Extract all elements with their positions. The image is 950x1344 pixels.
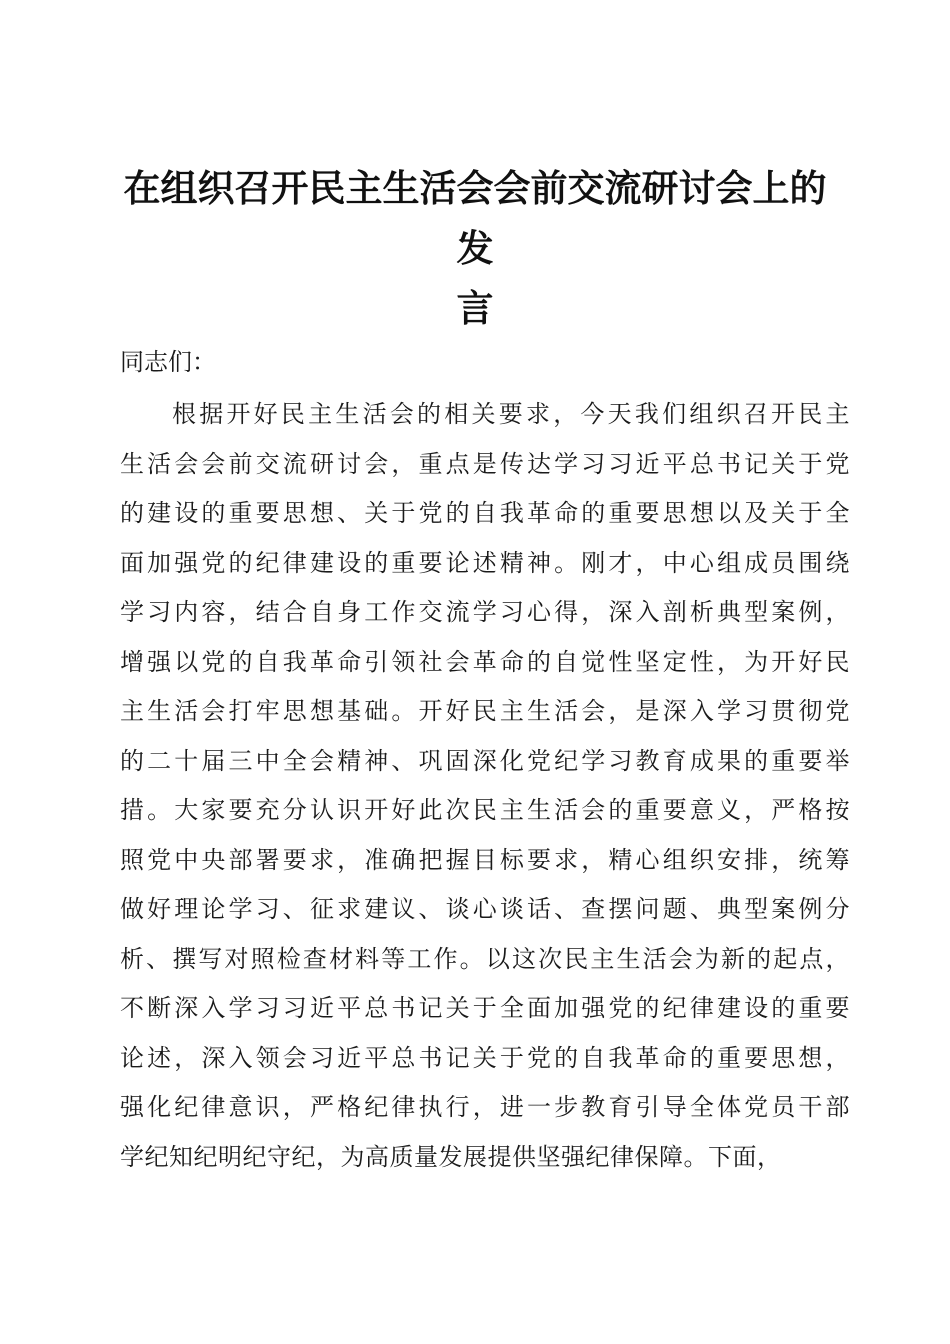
paragraph-line: 学习内容，结合自身工作交流学习心得，深入剖析典型案例， [120,598,850,626]
paragraph-line: 增强以党的自我革命引领社会革命的自觉性坚定性，为开好民 [120,647,850,676]
paragraph-line: 措。大家要充分认识开好此次民主生活会的重要意义，严格按 [120,796,850,824]
paragraph-line: 的建设的重要思想、关于党的自我革命的重要思想以及关于全 [120,499,850,527]
body-paragraph [120,390,850,1182]
paragraph-line: 主生活会打牢思想基础。开好民主生活会，是深入学习贯彻党 [120,697,850,725]
paragraph-line: 不断深入学习习近平总书记关于全面加强党的纪律建设的重要 [120,994,850,1022]
document-title [110,158,840,338]
paragraph-line: 析、撰写对照检查材料等工作。以这次民主生活会为新的起点， [120,944,850,973]
title-line: 言 [456,286,494,330]
paragraph-line: 面加强党的纪律建设的重要论述精神。刚才，中心组成员围绕 [120,548,850,577]
paragraph-line: 做好理论学习、征求建议、谈心谈话、查摆问题、典型案例分 [120,895,850,923]
paragraph-line: 学纪知纪明纪守纪，为高质量发展提供坚强纪律保障。下面， [120,1142,782,1171]
paragraph-line: 论述，深入领会习近平总书记关于党的自我革命的重要思想， [120,1043,850,1072]
title-line: 在组织召开民主生活会会前交流研讨会上的发 [123,166,827,270]
paragraph-line: 照党中央部署要求，准确把握目标要求，精心组织安排，统筹 [120,845,850,874]
paragraph-line: 强化纪律意识，严格纪律执行，进一步教育引导全体党员干部 [120,1093,850,1121]
paragraph-line: 生活会会前交流研讨会，重点是传达学习习近平总书记关于党 [120,449,850,478]
paragraph-line: 根据开好民主生活会的相关要求，今天我们组织召开民主 [172,400,850,428]
paragraph-line: 的二十届三中全会精神、巩固深化党纪学习教育成果的重要举 [120,746,850,775]
salutation: 同志们： [120,348,216,376]
